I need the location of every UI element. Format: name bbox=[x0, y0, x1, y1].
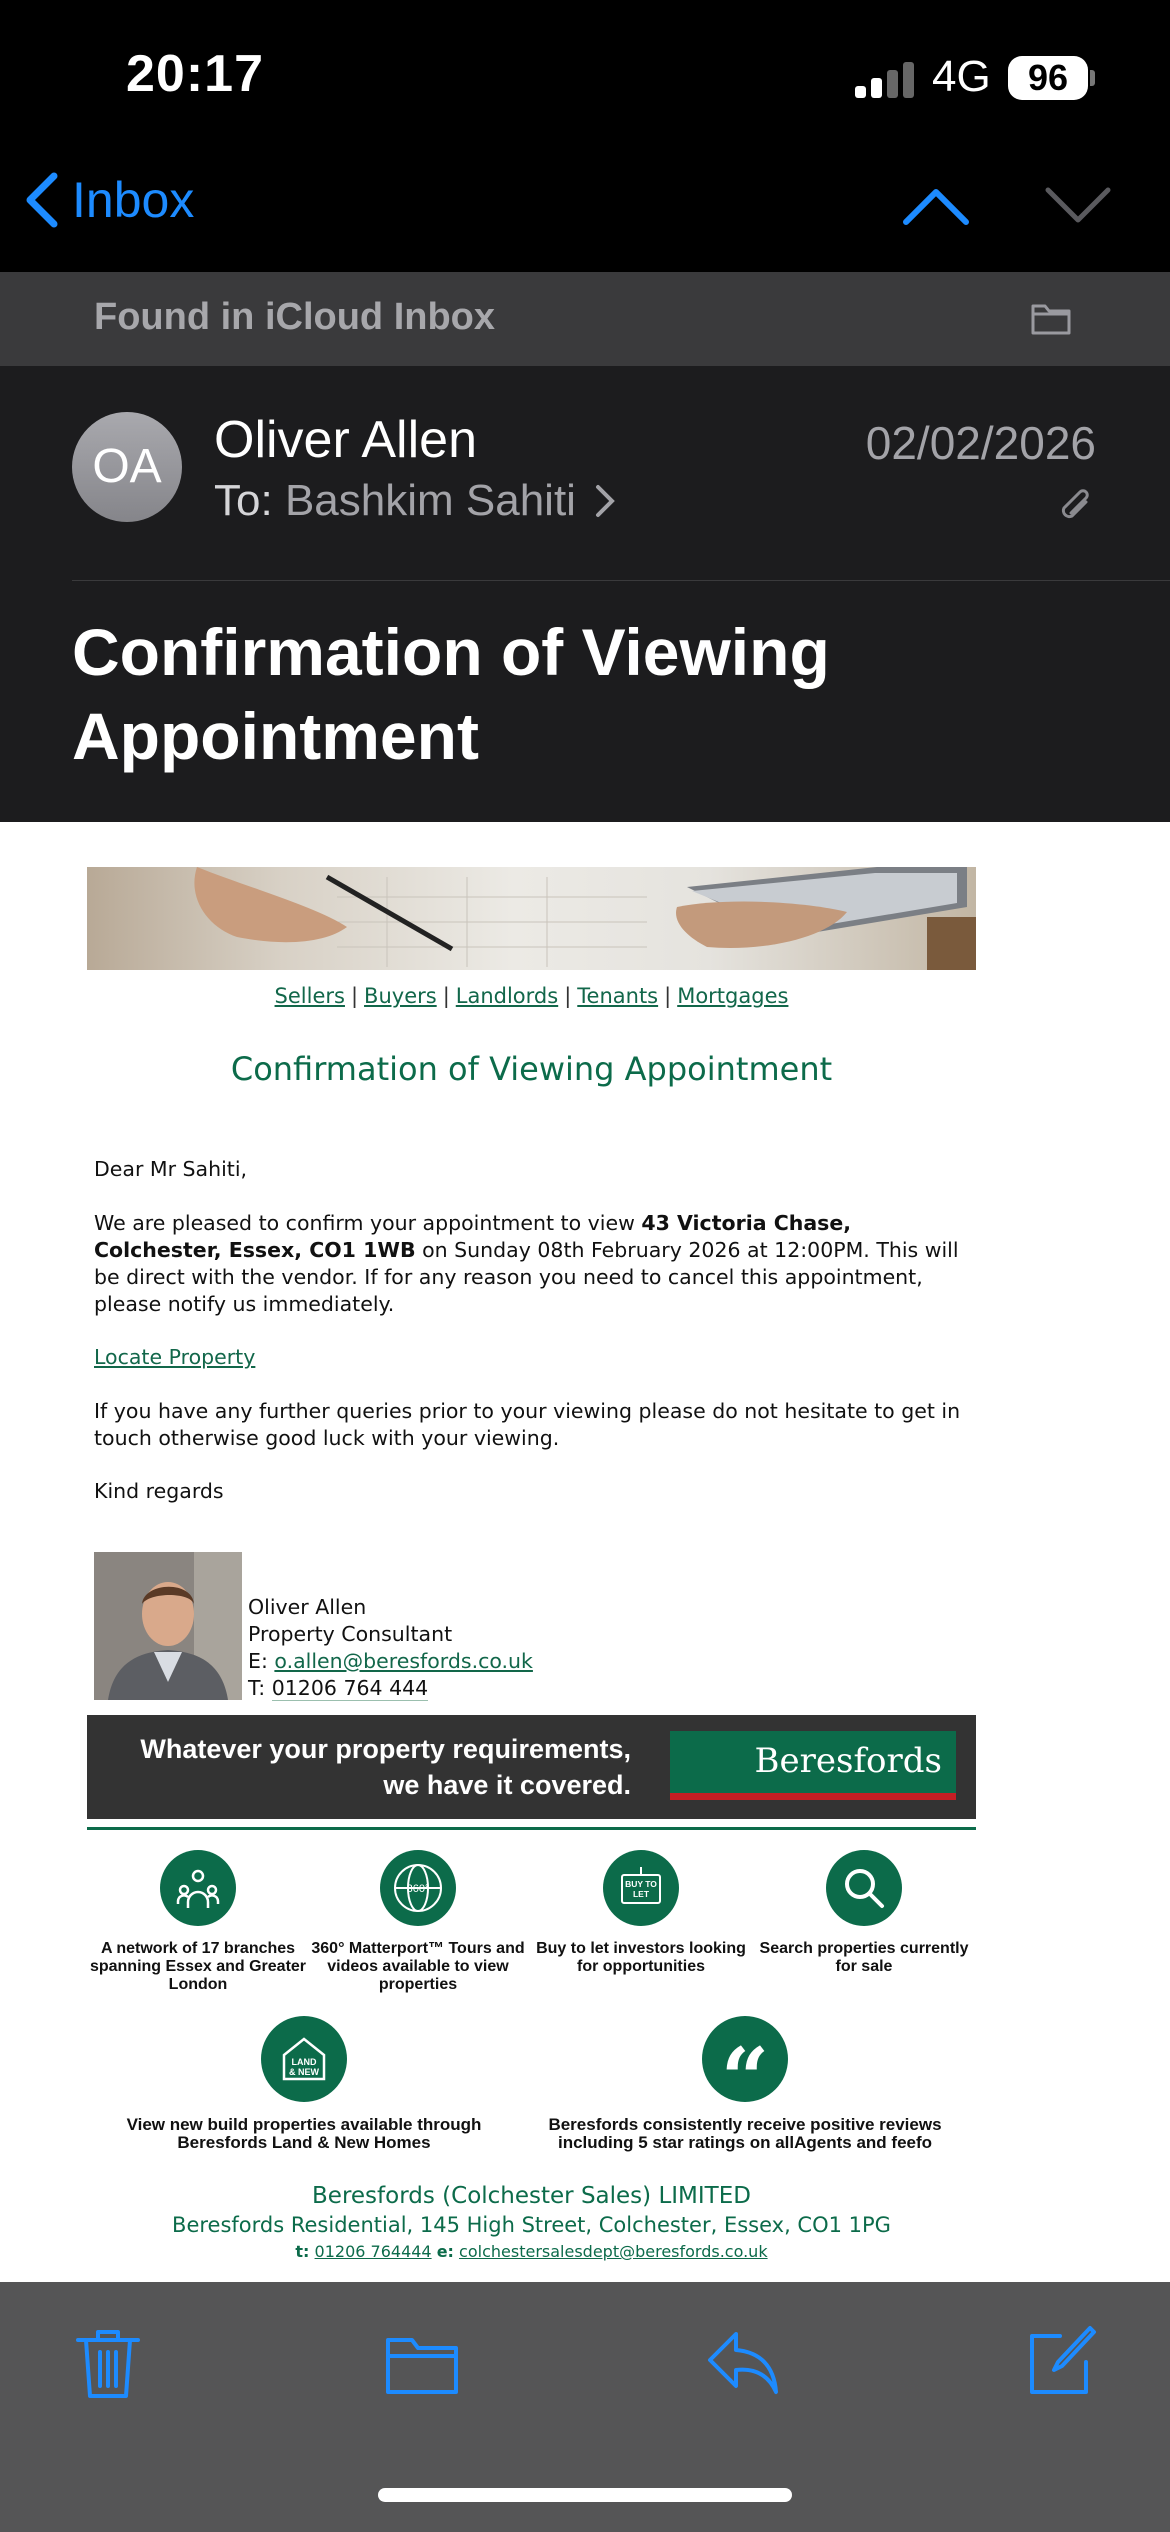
previous-message-icon[interactable] bbox=[900, 180, 972, 230]
buy-to-let-icon bbox=[603, 1850, 679, 1926]
svg-text:360°: 360° bbox=[406, 1883, 430, 1895]
compose-icon[interactable] bbox=[1020, 2322, 1100, 2402]
to-prefix: To: bbox=[214, 476, 273, 525]
link-buyers[interactable]: Buyers bbox=[364, 984, 437, 1008]
feature-buy-to-let[interactable]: BUY TO LET Buy to let investors looking for opportunities bbox=[531, 1850, 751, 1976]
avatar[interactable]: OA bbox=[72, 412, 182, 522]
signature-name: Oliver Allen bbox=[248, 1595, 367, 1619]
signal-icon bbox=[855, 58, 915, 98]
footer-address: Beresfords Residential, 145 High Street, Colchester, Essex, CO1 1PG bbox=[172, 2213, 891, 2237]
360-icon bbox=[380, 1850, 456, 1926]
logo-red-bar bbox=[670, 1793, 956, 1800]
found-in-inbox-banner[interactable] bbox=[0, 272, 1170, 366]
message-subject: Confirmation of Viewing Appointment bbox=[72, 615, 830, 773]
status-time: 20:17 bbox=[126, 45, 264, 103]
footer-email[interactable]: colchestersalesdept@beresfords.co.uk bbox=[459, 2242, 768, 2261]
email-title: Confirmation of Viewing Appointment bbox=[230, 1050, 833, 1088]
reply-icon[interactable] bbox=[702, 2322, 782, 2402]
next-message-icon[interactable] bbox=[1042, 180, 1114, 230]
footer-phone[interactable]: 01206 764444 bbox=[314, 2242, 432, 2261]
feature-network[interactable]: A network of 17 branches spanning Essex and Greater London bbox=[88, 1850, 308, 1994]
svg-text:LAND: LAND bbox=[291, 2057, 317, 2067]
status-bar bbox=[0, 0, 1170, 150]
svg-text:& NEW: & NEW bbox=[289, 2067, 319, 2077]
back-button[interactable] bbox=[22, 170, 194, 230]
header-divider bbox=[72, 580, 1170, 581]
found-in-inbox-label: Found in iCloud Inbox bbox=[94, 296, 496, 338]
signature-role: Property Consultant bbox=[248, 1622, 453, 1646]
feature-search[interactable]: Search properties currently for sale bbox=[754, 1850, 974, 1976]
locate-property-link[interactable]: Locate Property bbox=[94, 1345, 256, 1369]
link-mortgages[interactable]: Mortgages bbox=[677, 984, 789, 1008]
consultant-photo bbox=[94, 1552, 242, 1700]
search-icon bbox=[826, 1850, 902, 1926]
land-new-icon bbox=[261, 2016, 347, 2102]
message-date: 02/02/2026 bbox=[865, 417, 1096, 469]
trash-icon[interactable] bbox=[68, 2322, 148, 2402]
email-nav-links: Sellers | Buyers | Landlords | Tenants | Mortgages bbox=[274, 984, 789, 1008]
link-landlords[interactable]: Landlords bbox=[455, 984, 559, 1008]
confirmation-paragraph: We are pleased to confirm your appointment to view 43 Victoria Chase, Colchester, Essex, CO1 1WB on Sunday 08th February 2026 at 12:00PM. This will be direct with the vendor. If for any reason you need to cancel this appointment, please notify us immediately. bbox=[94, 1211, 959, 1316]
hero-banner-image bbox=[87, 867, 976, 970]
network-type: 4G bbox=[932, 52, 991, 101]
greeting: Dear Mr Sahiti, bbox=[94, 1157, 248, 1181]
promo-banner[interactable] bbox=[87, 1715, 976, 1819]
nav-bar bbox=[0, 150, 1170, 272]
back-label: Inbox bbox=[72, 172, 195, 228]
move-to-folder-icon[interactable] bbox=[382, 2322, 462, 2402]
battery-icon: 96 bbox=[1008, 56, 1088, 100]
battery-cap bbox=[1090, 70, 1095, 86]
recipient-line[interactable] bbox=[214, 476, 616, 526]
message-body bbox=[0, 822, 1170, 2282]
sender-name[interactable]: Oliver Allen bbox=[214, 411, 477, 469]
svg-text:BUY TO: BUY TO bbox=[625, 1879, 657, 1889]
link-tenants[interactable]: Tenants bbox=[577, 984, 659, 1008]
promo-text: Whatever your property requirements, we have it covered. bbox=[140, 1734, 631, 1800]
beresfords-logo: Beresfords bbox=[670, 1731, 956, 1793]
footer-company: Beresfords (Colchester Sales) LIMITED bbox=[312, 2183, 751, 2209]
network-icon bbox=[160, 1850, 236, 1926]
signature-phone[interactable]: 01206 764 444 bbox=[271, 1676, 429, 1700]
paperclip-icon bbox=[1056, 484, 1096, 528]
closing: Kind regards bbox=[94, 1479, 224, 1503]
property-address: 43 Victoria Chase, Colchester, Essex, CO1 1WB bbox=[94, 1211, 852, 1262]
recipient-name: Bashkim Sahiti bbox=[284, 476, 576, 525]
home-indicator[interactable] bbox=[378, 2488, 792, 2502]
link-sellers[interactable]: Sellers bbox=[274, 984, 345, 1008]
feature-land-new-homes[interactable]: LAND & NEW View new build properties available through Beresfords Land & New Homes bbox=[94, 2016, 514, 2152]
divider-line bbox=[87, 1827, 976, 1830]
queries-paragraph: If you have any further queries prior to your viewing please do not hesitate to get in touch otherwise good luck with your viewing. bbox=[94, 1399, 961, 1450]
svg-text:LET: LET bbox=[632, 1889, 650, 1899]
footer-contact: t: 01206 764444 e: colchestersalesdept@beresfords.co.uk bbox=[295, 2242, 768, 2261]
quote-icon: “ bbox=[702, 2016, 788, 2102]
mail-header bbox=[0, 366, 1170, 822]
feature-reviews[interactable]: “ Beresfords consistently receive positive reviews including 5 star ratings on allAgents and feefo bbox=[535, 2016, 955, 2152]
chevron-right-icon bbox=[594, 483, 616, 519]
signature-email-link[interactable]: o.allen@beresfords.co.uk bbox=[274, 1649, 533, 1673]
signature: Oliver Allen Property Consultant E: o.allen@beresfords.co.uk T: 01206 764 444 bbox=[248, 1595, 533, 1700]
feature-360-tours[interactable]: 360° 360° Matterport™ Tours and videos available to view properties bbox=[308, 1850, 528, 1994]
chevron-left-icon bbox=[22, 170, 62, 230]
folder-icon[interactable] bbox=[1030, 298, 1072, 338]
